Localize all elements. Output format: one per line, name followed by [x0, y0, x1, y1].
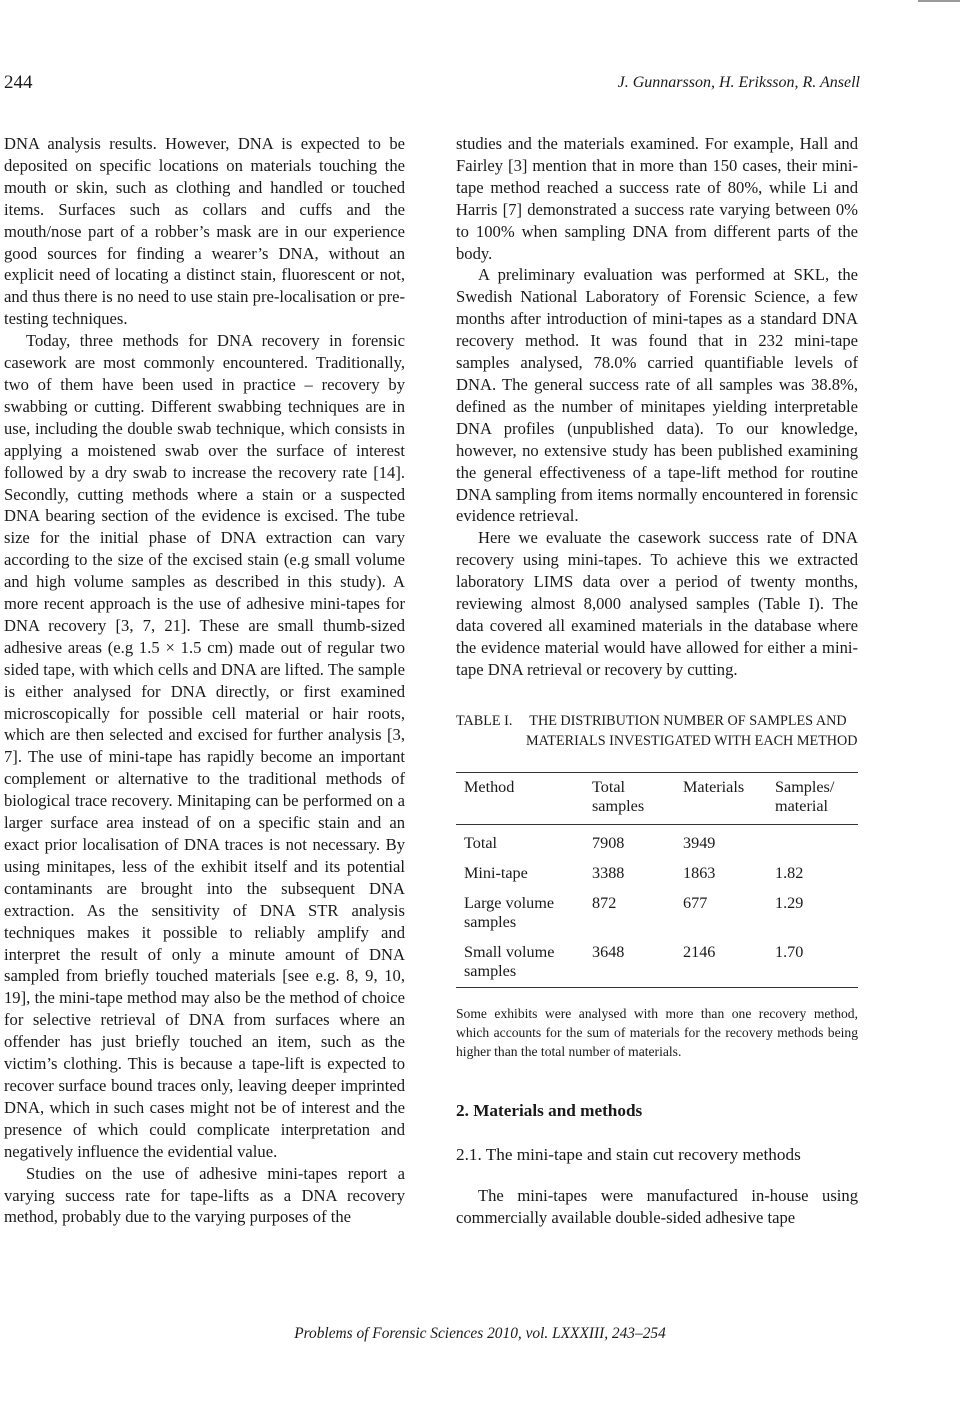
- subsection-heading: 2.1. The mini-tape and stain cut recovery methods: [456, 1144, 801, 1164]
- table-caption-text: THE DISTRIBUTION NUMBER OF SAMPLES AND MATERIALS INVESTIGATED WITH EACH METHOD: [526, 712, 858, 750]
- distribution-table: [456, 772, 858, 988]
- table-header-row: [456, 772, 858, 824]
- running-header: [0, 72, 860, 98]
- table-cell: 7908: [592, 833, 625, 852]
- table-caption: [456, 711, 858, 752]
- column-header: Method: [464, 777, 515, 796]
- paragraph: The mini-tapes were manufactured in-house using commercially available double-sided adhesive tape: [456, 1186, 858, 1228]
- table-cell: Total: [464, 833, 498, 852]
- table-cell: Small volume samples: [464, 942, 555, 980]
- table-row: [456, 824, 858, 859]
- table-cell: 3388: [592, 863, 625, 882]
- table-cell: 2146: [683, 942, 716, 961]
- table-cell: 1863: [683, 863, 716, 882]
- paragraph: Studies on the use of adhesive mini-tapes report a varying success rate for tape-lifts as a DNA recovery method, probably due to the varying purposes of the: [4, 1163, 405, 1227]
- paragraph: studies and the materials examined. For example, Hall and Fairley [3] mention that in more than 150 cases, their mini-tape method reached a success rate of 80%, while Li and Harris [7] demonstrated a success rate varying between 0% to 100% when sampling DNA from different parts of the body.: [456, 134, 858, 263]
- table-footnote: Some exhibits were analysed with more than one recovery method, which accounts for the sum of materials for the recovery methods being higher than the total number of materials.: [456, 1005, 858, 1059]
- table-cell: Large volume samples: [464, 893, 555, 931]
- table-cell: Mini-tape: [464, 863, 528, 882]
- left-column: [4, 133, 405, 1228]
- page-corner-mark: [918, 0, 960, 2]
- table-cell: 1.70: [775, 942, 804, 961]
- right-column: [456, 133, 858, 1229]
- running-head-authors: J. Gunnarsson, H. Eriksson, R. Ansell: [617, 74, 860, 91]
- table-cell: [767, 824, 858, 859]
- table-cell: 3949: [683, 833, 716, 852]
- paragraph: A preliminary evaluation was performed at SKL, the Swedish National Laboratory of Forensic Science, a few months after introduction of mini-tapes as a standard DNA recovery method. It was found that in 232 mini-tape samples analysed, 78.0% carried quantifiable levels of DNA. The general success rate of all samples was 38.8%, defined as the number of minitapes yielding interpretable DNA profiles (unpublished data). To our knowledge, however, no extensive study has been published examining the general effectiveness of a tape-lift method for routine DNA sampling from items normally encountered in forensic evidence retrieval.: [456, 265, 858, 526]
- paragraph: Here we evaluate the casework success rate of DNA recovery using mini-tapes. To achieve this we extracted laboratory LIMS data over a period of twenty months, reviewing almost 8,000 analysed samples (Table I). The data covered all examined materials in the database where the evidence material would have allowed for either a mini-tape DNA retrieval or recovery by cutting.: [456, 528, 858, 679]
- table-row: [456, 938, 858, 988]
- table-cell: 1.82: [775, 863, 804, 882]
- column-header: Samples/ material: [775, 777, 835, 815]
- table-label: TABLE I.: [456, 712, 513, 729]
- page-number: 244: [4, 72, 33, 93]
- table-cell: 872: [592, 893, 617, 912]
- paragraph: Today, three methods for DNA recovery in forensic casework are most commonly encountered. Traditionally, two of them have been used in practice – recovery by swabbing or cutting. Different swabbing techniques are in use, including the double swab technique, which consists in applying a moistened swab over the surface of interest followed by a dry swab to increase the recovery rate [14]. Secondly, cutting methods where a stain or a suspected DNA bearing section of the evidence is excised. The tube size for the initial phase of DNA extraction can vary according to the size of the excised stain (e.g small volume and high volume samples as described in this study). A more recent approach is the use of adhesive mini-tapes for DNA recovery [3, 7, 21]. These are small thumb-sized adhesive areas (e.g 1.5 × 1.5 cm) made out of regular two sided tape, with which cells and DNA are lifted. The sample is either analysed for DNA directly, or first examined microscopically for possible cell material or hair roots, which are then selected and excised for further analysis [3, 7]. The use of mini-tape has rapidly become an important complement or alternative to the traditional methods of biological trace recovery. Minitaping can be performed on a larger surface area instead of on a specific stain and an exact prior localisation of DNA traces is not necessary. By using minitapes, less of the exhibit itself and its potential contaminants are brought into the subsequent DNA extraction. As the sensitivity of DNA STR analysis techniques makes it possible to reliably amplify and interpret the result of only a minute amount of DNA sampled from briefly touched materials [see e.g. 8, 9, 10, 19], the mini-tape method may also be the method of choice for selective retrieval of DNA from surfaces where an offender has just briefly touched an item, such as the victim’s clothing. This is because a tape-lift is expected to recover surface bound traces only, leaving deeper imprinted DNA, which in such cases might not be of interest and the presence of which could complicate interpretation and negatively influence the evidential value.: [4, 331, 405, 1161]
- journal-footer: Problems of Forensic Sciences 2010, vol. LXXXIII, 243–254: [294, 1325, 666, 1342]
- table-cell: 1.29: [775, 893, 804, 912]
- column-header: Materials: [683, 777, 745, 796]
- section-heading: 2. Materials and methods: [456, 1100, 643, 1120]
- table-1: [456, 711, 858, 1061]
- paragraph: DNA analysis results. However, DNA is expected to be deposited on specific locations on materials touching the mouth or skin, such as clothing and handled or touched items. Surfaces such as collars and cuffs and the mouth/nose part of a robber’s mask are in our experience good sources for finding a wearer’s DNA, without an explicit need of locating a distinct stain, fluorescent or not, and thus there is no need to use stain pre-localisation or pre-testing techniques.: [4, 134, 405, 329]
- column-header: Total samples: [592, 777, 645, 815]
- table-row: [456, 859, 858, 889]
- table-cell: 677: [683, 893, 708, 912]
- table-row: [456, 889, 858, 938]
- table-cell: 3648: [592, 942, 625, 961]
